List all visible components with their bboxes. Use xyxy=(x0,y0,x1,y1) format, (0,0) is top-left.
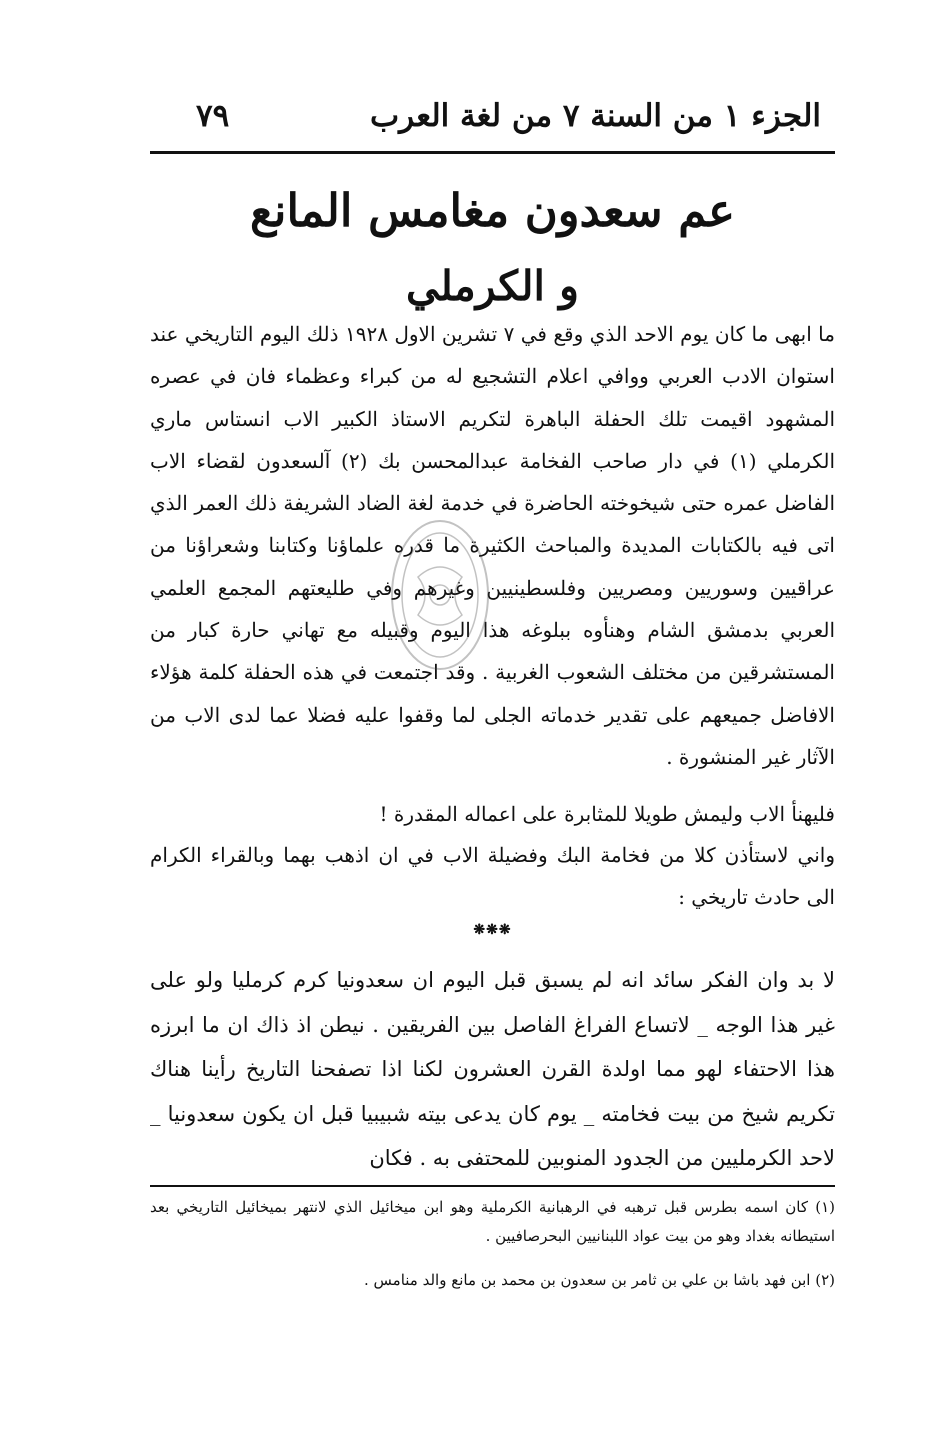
running-header xyxy=(150,92,835,140)
running-title: الجزء ١ من السنة ٧ من لغة العرب xyxy=(369,98,821,134)
article-subtitle: و الكرملي xyxy=(406,262,579,310)
body-paragraph: ما ابهى ما كان يوم الاحد الذي وقع في ٧ تشرين الاول ١٩٢٨ ذلك اليوم التاريخي عند استوان الادب العربي ووافي اعلام التشجيع له من كبراء وعظماء فان في عصره المشهود اقيمت تلك الحفلة الباهرة لتكريم الاستاذ الكبير الاب انستاس ماري الكرملي (١) في دار صاحب الفخامة عبدالمحسن بك (٢) آلسعدون لقضاء الاب الفاضل عمره حتى شيخوخته الحاضرة في خدمة لغة الضاد الشريفة ذلك العمر الذي اتى فيه بالكتابات المديدة والمباحث الكثيرة ما قدره علماؤنا وكتابنا وشعراؤنا من عراقيين وسوريين ومصريين وفلسطينيين وغيرهم وفي طليعتهم المجمع العلمي العربي بدمشق الشام وهنأوه ببلوغه هذا اليوم وقبيله مع تهاني حارة كبار من المستشرقين من مختلف الشعوب الغربية . وقد اجتمعت في هذه الحفلة كلمة هؤلاء الافاضل جميعهم على تقدير خدماته الجلى لما وقفوا عليه فضلا عما لدى الاب من الآثار غير المنشورة . xyxy=(150,322,835,769)
article-title: عم سعدون مغامس المانع xyxy=(249,184,736,237)
footnote-1: (١) كان اسمه بطرس قبل ترهبه في الرهبانية الكرملية وهو ابن ميخائيل الذي لانتهر بميخائيل التاريخي بعد استيطانه بغداد وهو من بيت عواد اللبنانيين البحرصافيين . xyxy=(150,1198,835,1245)
section-separator: ❋❋❋ xyxy=(473,922,512,938)
body-paragraph: لا بد وان الفكر سائد انه لم يسبق قبل اليوم ان سعدونيا كرم كرمليا ولو على غير هذا الوجه _ لاتساع الفراغ الفاصل بين الفريقين . نيطن اذ ذاك ان ما ابرزه هذا الاحتفاء لهو مما اولدة القرن العشرون لكنا اذا تصفحنا التاريخ رأينا هناك تكريم شيخ من بيت فخامته _ يوم كان يدعى بيته شبيبيا قبل ان يكون سعدونيا _ لاحد الكرمليين من الجدود المنوبين للمحتفى به . فكان xyxy=(150,968,835,1170)
footnote-rule xyxy=(150,1185,835,1187)
footnote-2: (٢) ابن فهد باشا بن علي بن ثامر بن سعدون بن محمد بن مانع والد منامس . xyxy=(364,1271,835,1289)
page-number: ٧٩ xyxy=(196,98,230,134)
header-rule xyxy=(150,151,835,154)
body-paragraph: واني لاستأذن كلا من فخامة البك وفضيلة الاب في ان اذهب بهما وبالقراء الكرام الى حادث تاريخي : xyxy=(150,843,835,910)
body-paragraph: فليهنأ الاب وليمش طويلا للمثابرة على اعماله المقدرة ! xyxy=(379,802,835,826)
library-stamp-icon xyxy=(388,517,492,673)
